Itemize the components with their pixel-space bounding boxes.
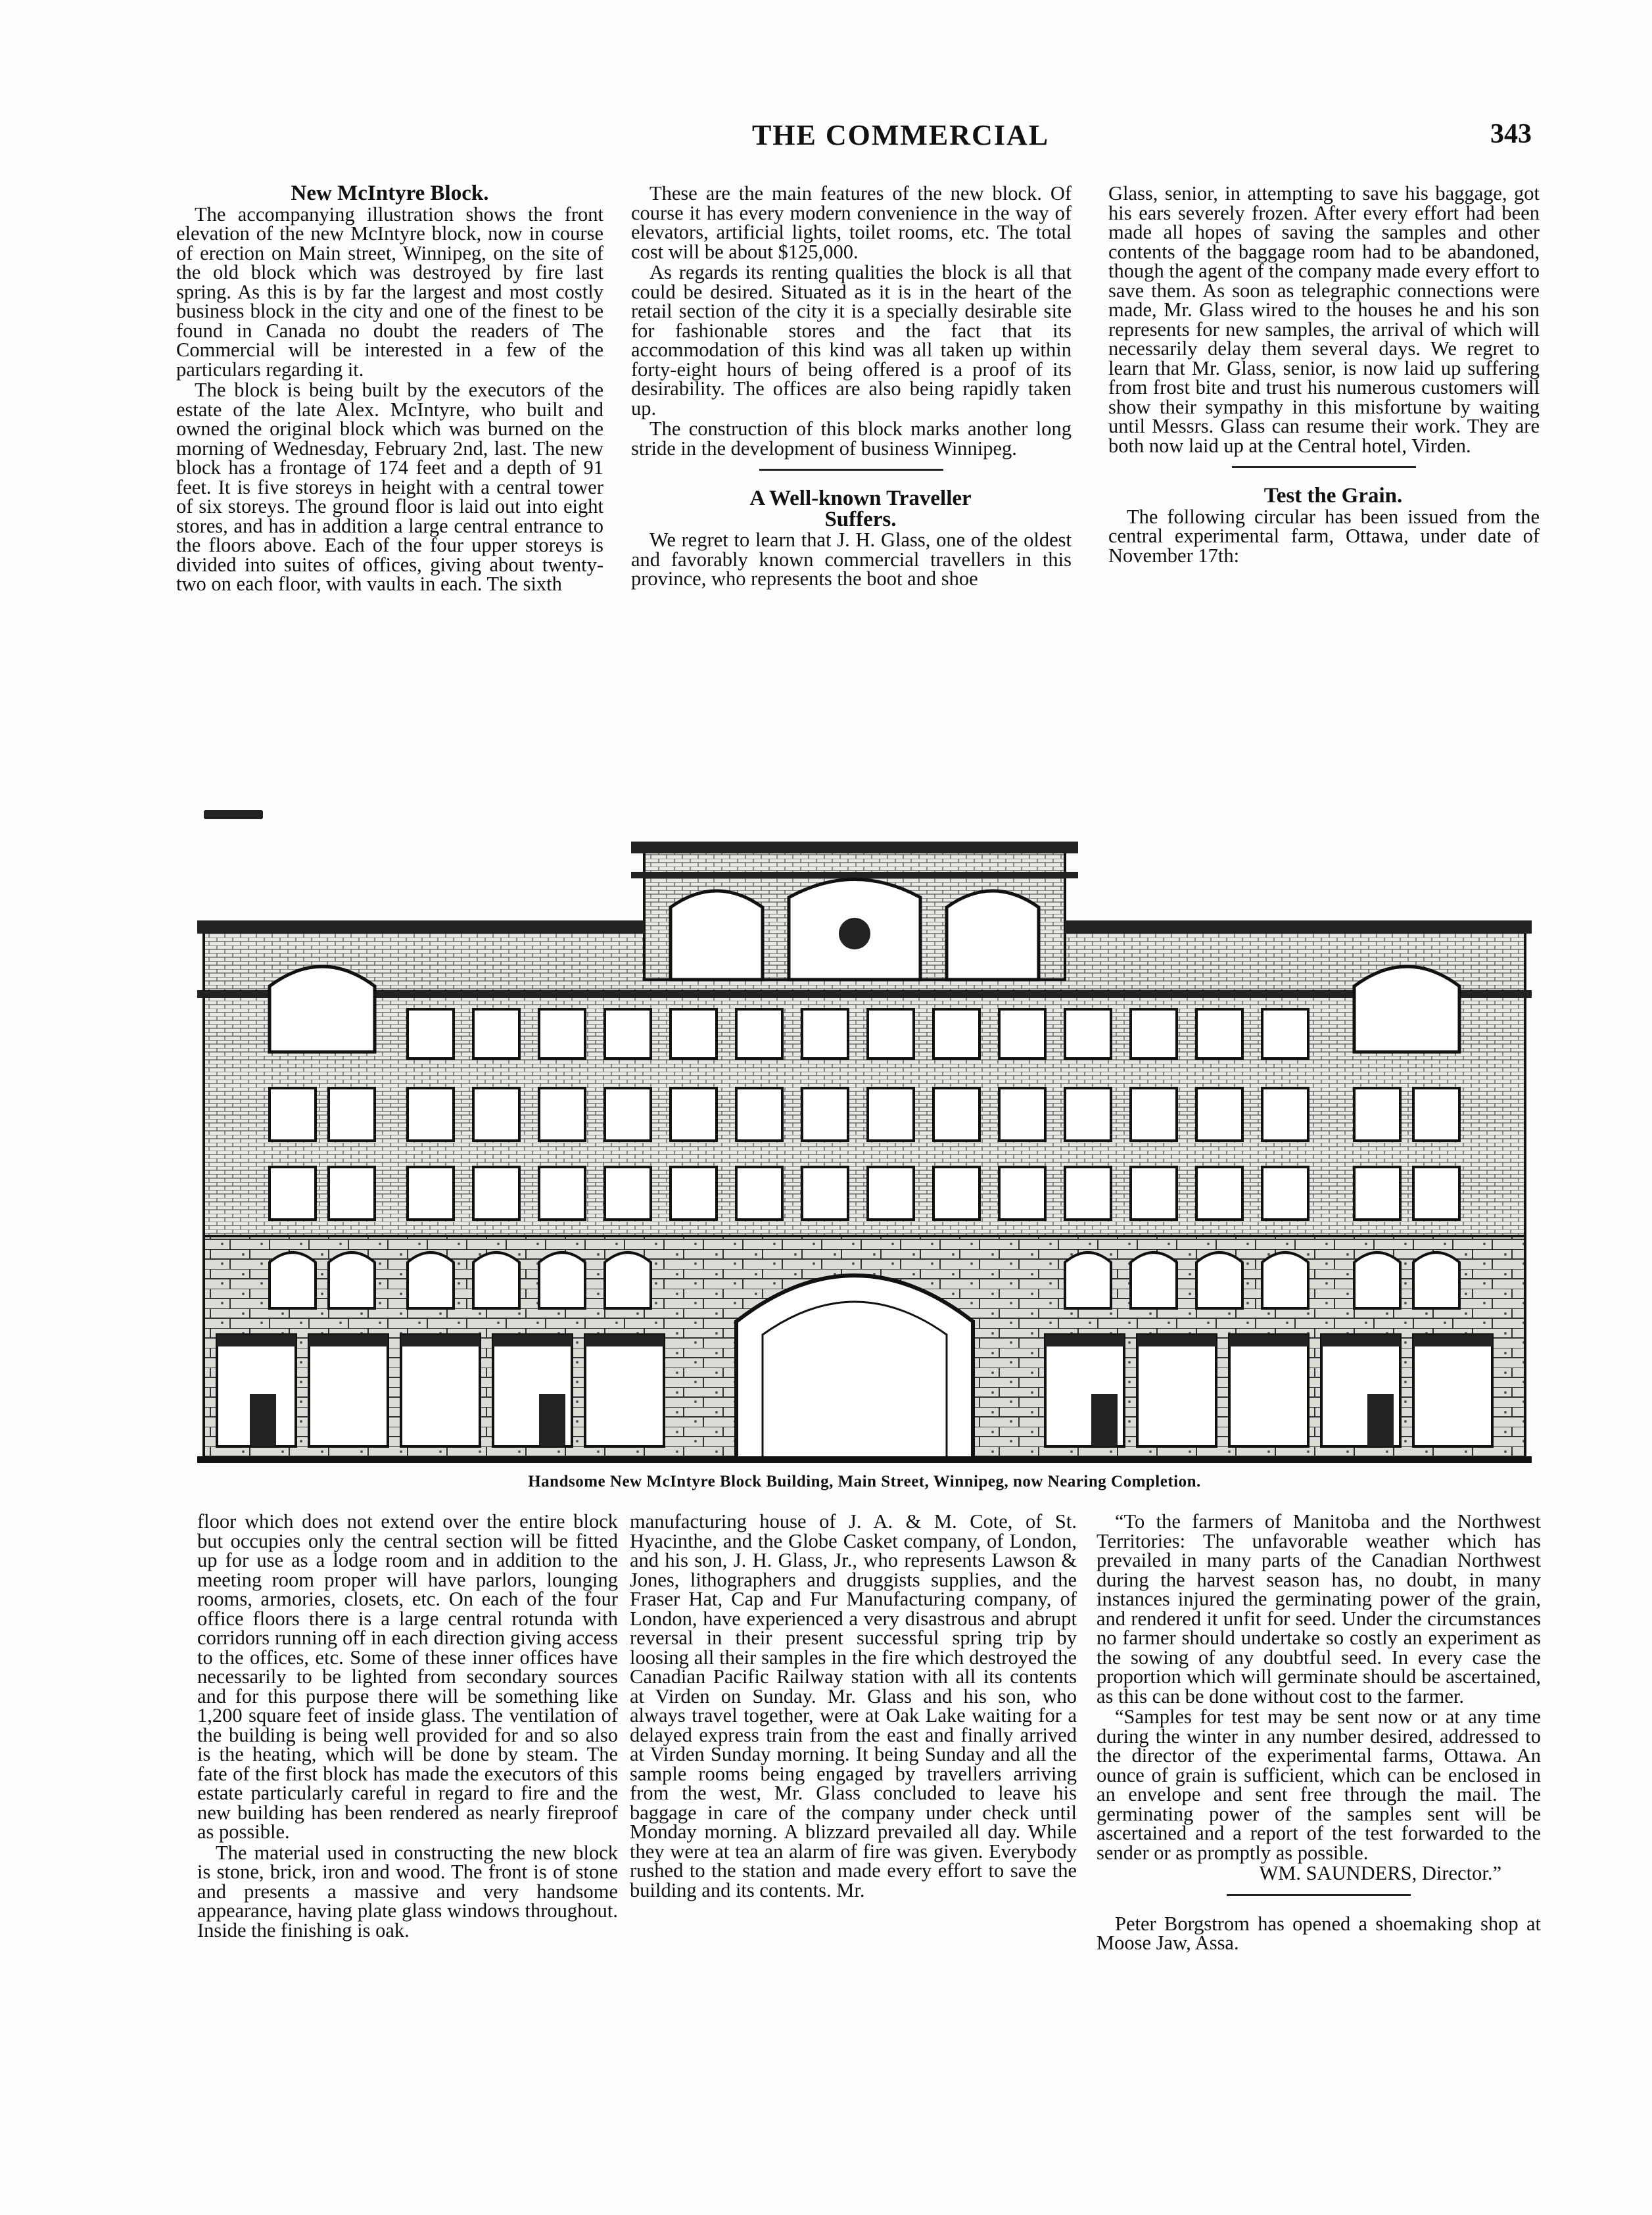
article-mcintyre-continued [631, 184, 1072, 589]
page-number: 343 [1490, 119, 1532, 149]
ink-smudge [204, 810, 263, 819]
article-paragraph: These are the main features of the new block. Of course it has every modern convenience in the way of elevators, artificial lights, toilet rooms, etc. The total cost will be about $125,000. [631, 182, 1072, 263]
article-paragraph: Glass, senior, in attempting to save his baggage, got his ears severely frozen. After every effort had been made all hopes of saving the samples and other contents of the baggage room had to be abandoned, though the agent of the company made every effort to save them. As soon as telegraphic connections were made, Mr. Glass wired to the houses he and his son represents for new samples, the arrival of which will necessarily delay them several days. We regret to learn that Mr. Glass, senior, is now laid up suffering from frost bite and trust his numerous customers will show their sympathy in this misfortune by waiting until Messrs. Glass can resume their work. They are both now laid up at the Central hotel, Virden. [1108, 182, 1540, 457]
article-paragraph: floor which does not extend over the entire block but occupies only the central section will be fitted up for use as a lodge room and in addition to the meeting room proper will have parlors, lounging rooms, armories, closets, etc. On each of the four office floors there is a large central rotunda with corridors running off in each direction giving access to the offices, etc. Some of these inner offices have necessarily to be lighted from secondary sources and for this purpose there will be something like 1,200 square feet of inside glass. The ventilation of the building is being well provided for and so also is the heating, which will be done by steam. The fate of the first block has made the executors of this estate particularly careful in regard to fire and the new building has been rendered as nearly fireproof as possible. [197, 1510, 618, 1843]
illustration-caption: Handsome New McIntyre Block Building, Main Street, Winnipeg, now Nearing Completion. [528, 1473, 1201, 1490]
page-header-title: THE COMMERCIAL [751, 119, 1050, 151]
article-paragraph: The following circular has been issued from the central experimental farm, Ottawa, under date of November 17th: [1108, 505, 1540, 567]
section-divider [1232, 466, 1416, 468]
article-paragraph: “Samples for test may be sent now or at any time during the winter in any number desired, addressed to the director of the experimental farms, Ottawa. An ounce of grain is sufficient, which can be enclosed in an envelope and sent free through the mail. The germinating power of the samples sent will be ascertained and a report of the test forwarded to the sender or as promptly as possible. [1097, 1705, 1541, 1864]
article-heading-grain: Test the Grain. [1263, 484, 1403, 508]
section-divider [759, 469, 943, 471]
article-paragraph: As regards its renting qualities the block is all that could be desired. Situated as it is in the heart of the retail section of the city it is a specially desirable site for fashionable stores and the fact that its accommodation of this kind was all taken up within forty-eight hours of being offered is a proof of its desirability. The offices are also being rapidly taken up. [631, 261, 1072, 419]
article-paragraph: The block is being built by the executors of the estate of the late Alex. McIntyre, who built and owned the original block which was burned on the morning of Wednesday, February 2nd, last. The new block has a frontage of 174 feet and a depth of 91 feet. It is five storeys in height with a central tower of six storeys. The ground floor is laid out into eight stores, and has in addition a large central entrance to the floors above. Each of the four upper storeys is divided into suites of offices, giving about twenty-two on each floor, with vaults in each. The sixth [176, 379, 603, 595]
notice-paragraph: Peter Borgstrom has opened a shoemaking shop at Moose Jaw, Assa. [1097, 1912, 1541, 1954]
article-traveller-continued [1108, 184, 1540, 565]
article-paragraph: manufacturing house of J. A. & M. Cote, of St. Hyacinthe, and the Globe Casket company, of London, and his son, J. H. Glass, Jr., who represents Lawson & Jones, lithographers and druggists supplies, and the Fraser Hat, Cap and Fur Manufacturing company, of London, have experienced a very disastrous and abrupt reversal in their present successful spring trip by loosing all their samples in the fire which destroyed the Canadian Pacific Railway station with all its contents at Virden on Sunday. Mr. Glass and his son, who always travel together, were at Oak Lake waiting for a delayed express train from the east and finally arrived at Virden Sunday morning. It being Sunday and all the sample rooms being engaged by travellers arriving from the west, Mr. Glass concluded to leave his baggage in care of the company under check until Monday morning. A blizzard prevailed all day. While they were at tea an alarm of fire was given. Everybody rushed to the station and made every effort to save the building and its contents. Mr. [630, 1510, 1077, 1901]
article-paragraph: We regret to learn that J. H. Glass, one of the oldest and favorably known commercial travellers in this province, who represents the boot and shoe [631, 529, 1072, 590]
article-paragraph: The accompanying illustration shows the front elevation of the new McIntyre block, now in course of erection on Main street, Winnipeg, on the site of the old block which was destroyed by fire last spring. As this is by far the largest and most costly business block in the city and one of the finest to be found in Canada no doubt the readers of The Commercial will be interested in a few of the particulars regarding it. [176, 202, 603, 381]
article-paragraph: The material used in constructing the new block is stone, brick, iron and wood. The front is of stone and presents a massive and very handsome appearance, having plate glass windows throughout. Inside the finishing is oak. [197, 1841, 618, 1941]
article-signature: WM. SAUNDERS, Director.” [1259, 1862, 1501, 1884]
article-paragraph: “To the farmers of Manitoba and the Northwest Territories: The unfavorable weather which has prevailed in many parts of the Canadian Northwest during the harvest season has, no doubt, in many instances injured the germinating power of the grain, and rendered it unfit for seed. Under the circumstances no farmer should undertake so costly an experiment as the sowing of any doubtful seed. In every case the proportion which will germinate should be ascertained, as this can be done without cost to the farmer. [1097, 1510, 1541, 1707]
mcintyre-block-illustration [197, 835, 1532, 1466]
article-heading-mcintyre: New McIntyre Block. [291, 181, 489, 205]
section-divider [1227, 1894, 1411, 1896]
article-mcintyre-bottom [197, 1512, 618, 1940]
article-heading-traveller-line2: Suffers. [824, 507, 897, 531]
article-mcintyre-top [176, 181, 603, 595]
article-grain-bottom [1097, 1512, 1541, 1953]
article-traveller-bottom [630, 1512, 1077, 1900]
article-paragraph: The construction of this block marks another long stride in the development of business Winnipeg. [631, 417, 1072, 460]
article-heading-traveller: A Well-known Traveller [749, 487, 972, 510]
